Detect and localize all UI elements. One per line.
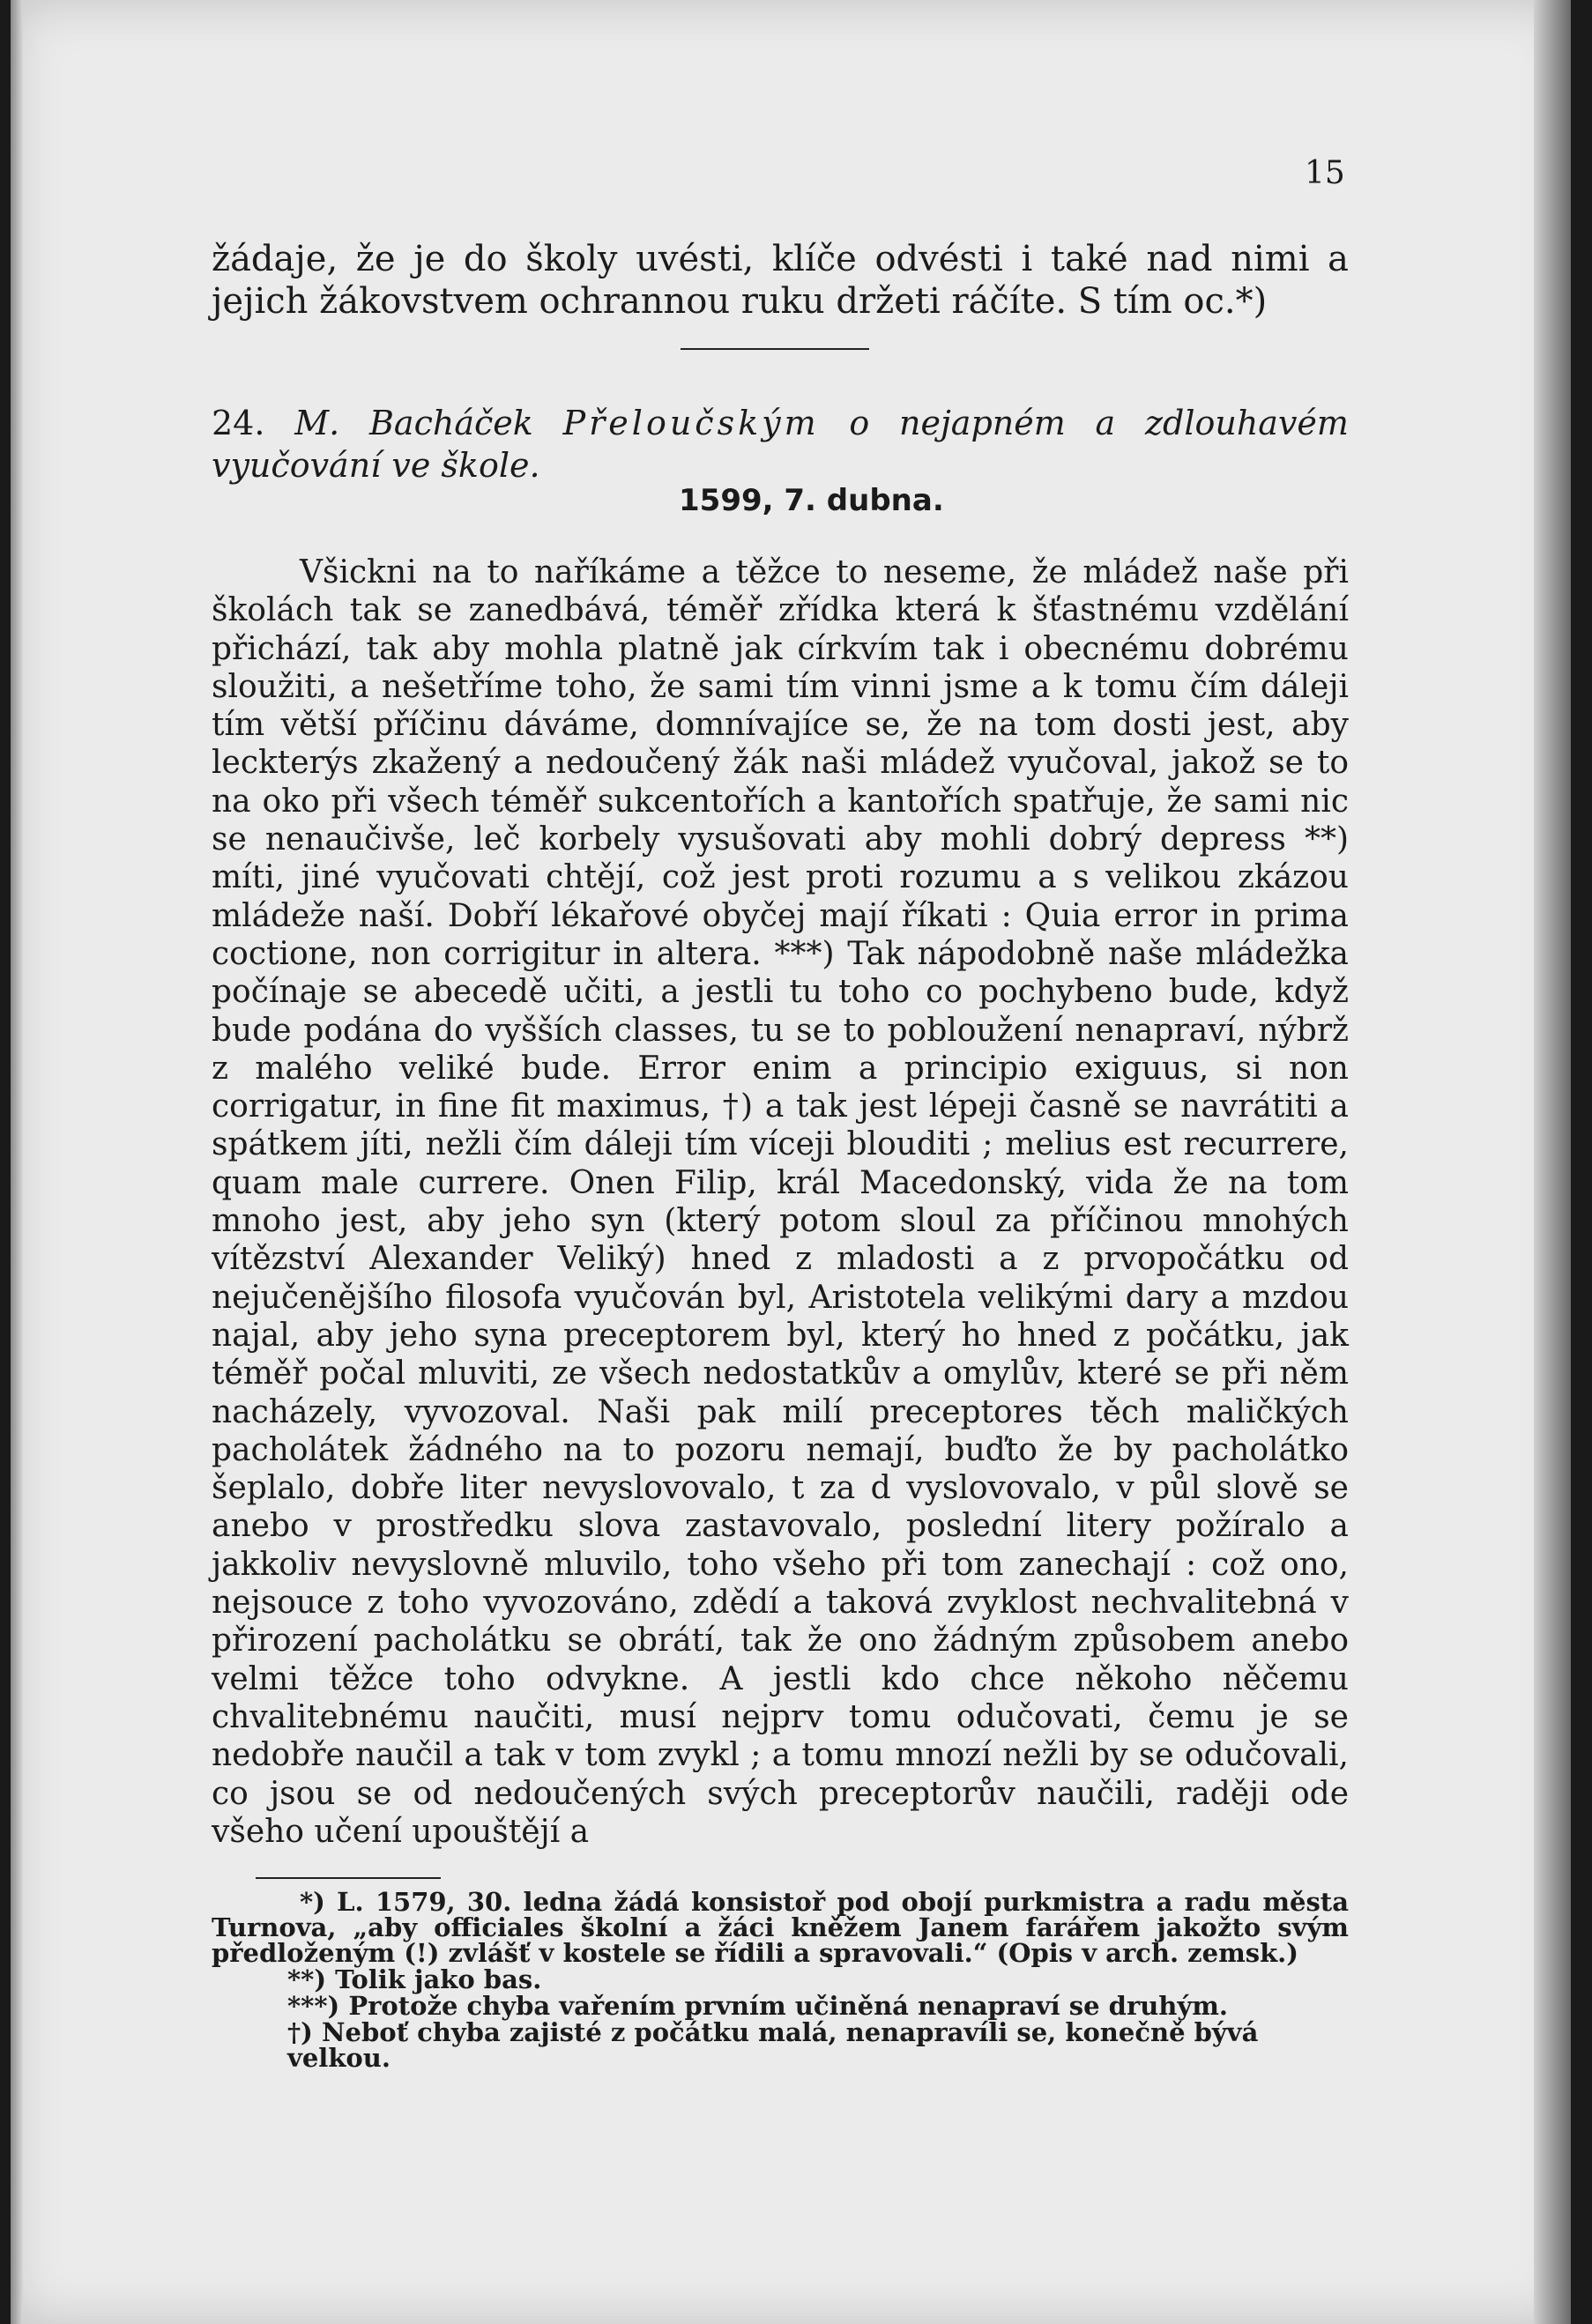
- letter-number: 24.: [212, 404, 265, 442]
- letter-recipient: Přeloučským: [562, 404, 820, 442]
- page-left-edge: [11, 0, 23, 2324]
- letter-date: 1599, 7. dubna.: [679, 483, 944, 518]
- footnote-mark: ***): [287, 1991, 340, 2021]
- page-right-edge: [1534, 0, 1571, 2324]
- letter-author: M. Bacháček: [294, 404, 533, 442]
- letter-subject: o nejapném a zdlouhavém vyučování ve škole.: [212, 404, 1349, 485]
- footnote: [212, 2017, 1349, 2073]
- footnote: [212, 1887, 1349, 1968]
- footnote-text: Protože chyba vařením prvním učiněná nenapraví se druhým.: [348, 1991, 1229, 2021]
- footnotes: [212, 1887, 1349, 2073]
- letter-paragraph: Všickni na to naříkáme a těžce to neseme, že mládež naše při školách tak se zanedbává, téměř zřídka která k šťastnému vzdělání přichází, tak aby mohla platně jak církvím tak i obecnému dobrému sloužiti, a nešetříme toho, že sami tím vinni jsme a k tomu čím dáleji tím větší příčinu dáváme, domnívajíce se, že na tom dosti jest, aby leckterýs zkažený a nedoučený žák naši mládež vyučoval, jakož se to na oko při všech téměř sukcentořích a kantořích spatřuje, že sami nic se nenaučivše, leč korbely vysušovati aby mohli dobrý depress **) míti, jiné vyučovati chtějí, což jest proti rozumu a s velikou zkázou mládeže naší. Dobří lékařové obyčej mají říkati : Quia error in prima coctione, non corrigitur in altera. ***) Tak nápodobně naše mládežka počínaje se abecedě učiti, a jestli tu toho co pochybeno bude, když bude podána do vyšších classes, tu se to pobloužení nenapraví, nýbrž z malého veliké bude. Error enim a principio exiguus, si non corrigatur, in fine fit maximus, †) a tak jest lépeji časně se navrátiti a spátkem jíti, nežli čím dáleji tím víceji blouditi ; melius est recurrere, quam male currere. Onen Filip, král Macedonský, vida že na tom mnoho jest, aby jeho syn (který potom sloul za příčinou mnohých vítězství Alexander Veliký) hned z mladosti a z prvopočátku od nejučenějšího filosofa vyučován byl, Aristotela velikými dary a mzdou najal, aby jeho syna preceptorem byl, který ho hned z počátku, jak téměř počal mluviti, ze všech nedostatkův a omylův, které se při něm nacházely, vyvozoval. Naši pak milí preceptores těch maličkých pacholátek žádného na to pozoru nemají, buďto že by pacholátko šeplalo, dobře liter nevyslovovalo, t za d vyslovovalo, v půl slově se anebo v prostředku slova zastavovalo, poslední litery požíralo a jakkoliv nevyslovně mluvilo, toho všeho při tom zanechají : což ono, nejsouce z toho vyvozováno, zdědí a taková zvyklost nechvalitebná v přirození pacholátku se obrátí, tak že ono žádným způsobem anebo velmi těžce toho odvykne. A jestli kdo chce někoho něčemu chvalitebnému naučiti, musí nejprv tomu odučovati, čemu je se nedobře naučil a tak v tom zvykl ; a tomu mnozí nežli by se odučovali, co jsou se od nedoučených svých preceptorův naučili, raději ode všeho učení upouštějí a: [212, 554, 1349, 1850]
- letter-separator: [681, 348, 869, 350]
- footnote-mark: **): [287, 1964, 327, 1994]
- letter-body: [212, 553, 1349, 1851]
- letter-heading: [212, 402, 1349, 486]
- footnote: [212, 1964, 1349, 1994]
- footnote-text: Tolik jako bas.: [335, 1964, 542, 1994]
- previous-letter-ending: žádaje, že je do školy uvésti, klíče odvésti i také nad nimi a jejich žákovstvem ochrannou ruku držeti ráčíte. S tím oc.*): [212, 239, 1349, 322]
- footnote-text: Neboť chyba zajisté z počátku malá, nenapravíli se, konečně bývá velkou.: [287, 2017, 1259, 2073]
- footnote-mark: *): [300, 1887, 325, 1917]
- page-number: 15: [1305, 155, 1345, 191]
- footnote-separator: [256, 1877, 441, 1879]
- footnote-text: L. 1579, 30. ledna žádá konsistoř pod obojí purkmistra a radu města Turnova, „aby officiales školní a žáci kněžem Janem farářem jakožto svým předloženým (!) zvlášť v kostele se řídili a spravovali.“ (Opis v arch. zemsk.): [212, 1887, 1349, 1968]
- footnote: [212, 1991, 1349, 2021]
- footnote-mark: †): [287, 2017, 313, 2047]
